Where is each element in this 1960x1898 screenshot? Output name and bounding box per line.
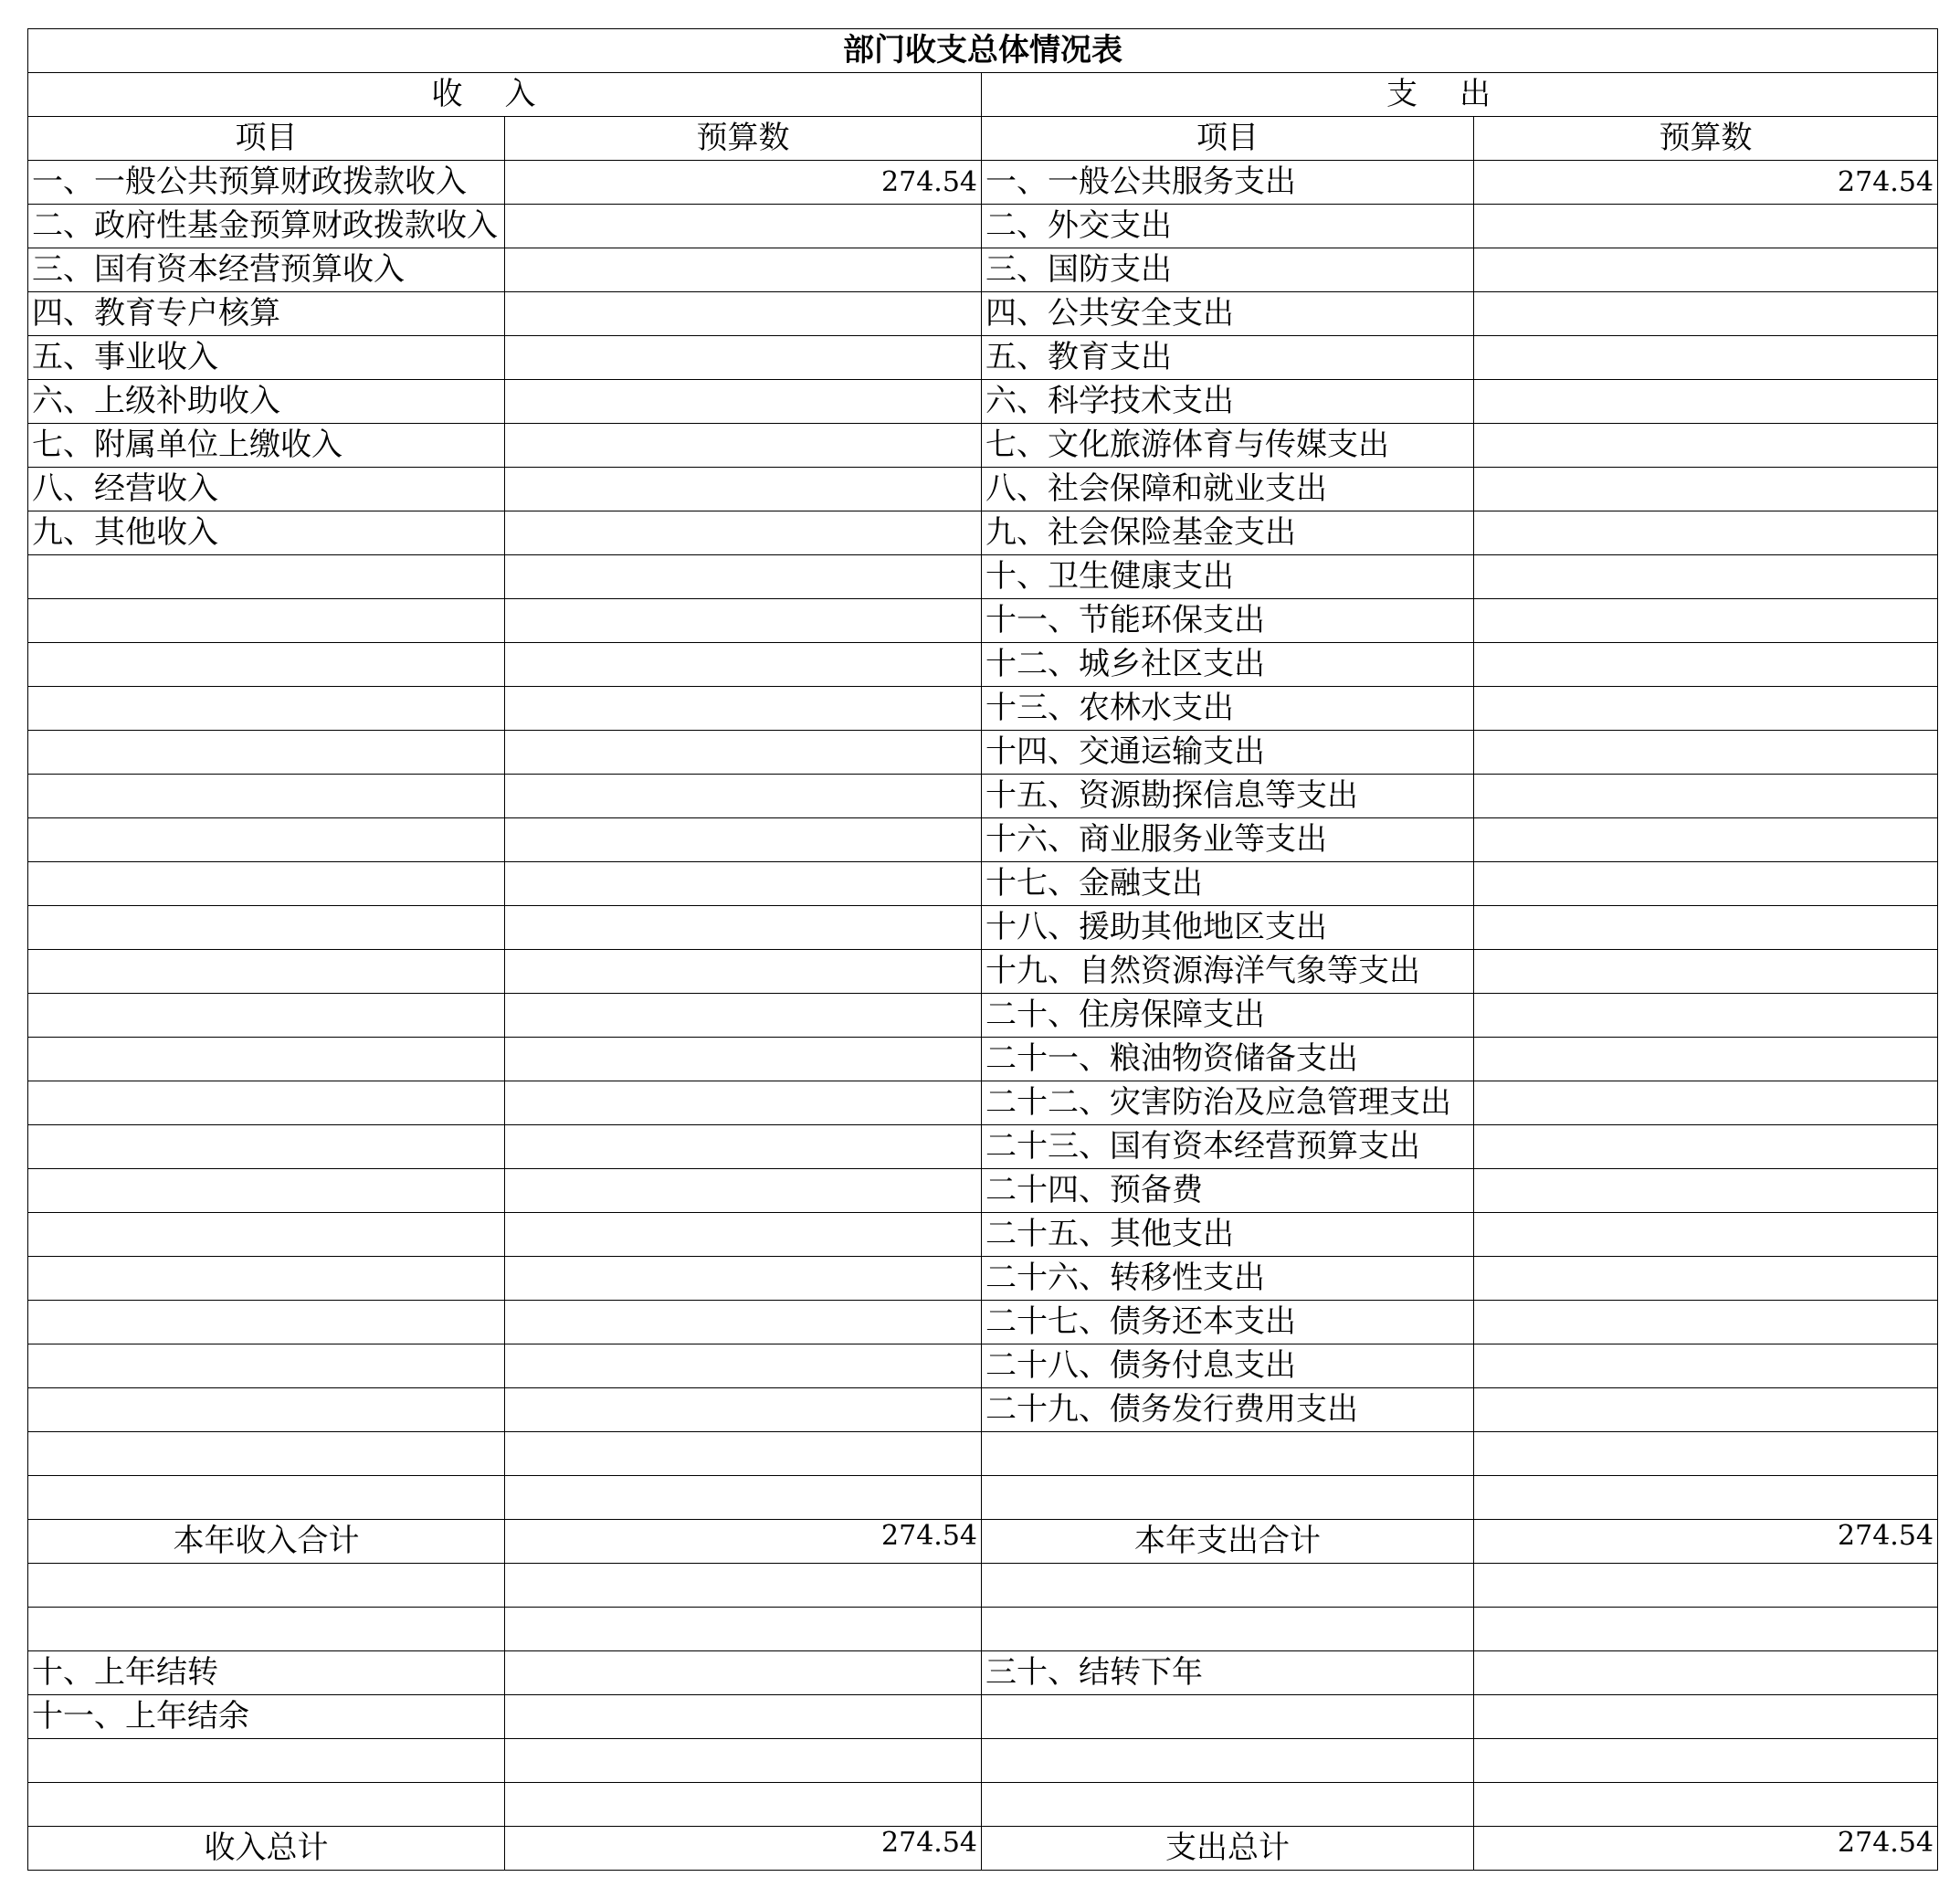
income-item-header: 项目: [28, 117, 505, 161]
income-budget-cell: [505, 1213, 982, 1257]
expense-budget-cell: [1474, 1213, 1938, 1257]
expense-item-cell: [982, 1564, 1474, 1608]
expense-item-cell: 二十九、债务发行费用支出: [982, 1388, 1474, 1432]
table-row: [28, 1651, 1938, 1695]
expense-item-cell: 二十、住房保障支出: [982, 994, 1474, 1038]
income-budget-cell: [505, 1608, 982, 1651]
income-item-cell: [28, 862, 505, 906]
income-budget-cell: [505, 1301, 982, 1344]
income-budget-cell: 274.54: [505, 1827, 982, 1871]
column-header-row: [28, 117, 1938, 161]
income-item-cell: 六、上级补助收入: [28, 380, 505, 424]
table-row: [28, 1301, 1938, 1344]
expense-item-cell: 十一、节能环保支出: [982, 599, 1474, 643]
table-row: [28, 1169, 1938, 1213]
income-budget-cell: [505, 687, 982, 731]
expense-budget-cell: [1474, 950, 1938, 994]
expense-item-cell: [982, 1739, 1474, 1783]
table-row: [28, 1432, 1938, 1476]
expense-budget-cell: [1474, 1301, 1938, 1344]
table-row: [28, 1564, 1938, 1608]
expense-budget-cell: [1474, 994, 1938, 1038]
expense-item-cell: 六、科学技术支出: [982, 380, 1474, 424]
expense-budget-cell: [1474, 1564, 1938, 1608]
expense-item-cell: 九、社会保险基金支出: [982, 511, 1474, 555]
income-budget-cell: [505, 1388, 982, 1432]
income-budget-cell: [505, 380, 982, 424]
table-row: [28, 599, 1938, 643]
income-budget-cell: [505, 1739, 982, 1783]
expense-section-header: 支出: [982, 73, 1938, 117]
income-budget-cell: [505, 1432, 982, 1476]
income-budget-cell: [505, 643, 982, 687]
table-row: [28, 205, 1938, 248]
total-row: [28, 1520, 1938, 1564]
expense-budget-cell: [1474, 1038, 1938, 1081]
expense-item-cell: 十六、商业服务业等支出: [982, 818, 1474, 862]
expense-budget-cell: [1474, 643, 1938, 687]
income-item-cell: [28, 818, 505, 862]
expense-budget-cell: [1474, 1695, 1938, 1739]
expense-budget-cell: [1474, 1257, 1938, 1301]
expense-budget-cell: [1474, 1432, 1938, 1476]
expense-budget-cell: [1474, 1739, 1938, 1783]
income-item-cell: [28, 1476, 505, 1520]
table-title: 部门收支总体情况表: [28, 29, 1938, 73]
income-item-cell: [28, 950, 505, 994]
income-item-cell: [28, 1344, 505, 1388]
income-item-cell: [28, 1564, 505, 1608]
section-row: [28, 73, 1938, 117]
expense-budget-cell: [1474, 511, 1938, 555]
income-item-cell: [28, 1432, 505, 1476]
table-row: [28, 1081, 1938, 1125]
income-item-cell: [28, 599, 505, 643]
expense-item-cell: 五、教育支出: [982, 336, 1474, 380]
income-item-cell: [28, 1169, 505, 1213]
table-row: [28, 1388, 1938, 1432]
expense-budget-cell: [1474, 1608, 1938, 1651]
income-item-cell: [28, 687, 505, 731]
expense-budget-cell: [1474, 1344, 1938, 1388]
expense-budget-cell: [1474, 292, 1938, 336]
table-row: [28, 1344, 1938, 1388]
table-row: [28, 248, 1938, 292]
expense-budget-cell: [1474, 862, 1938, 906]
expense-item-cell: 十五、资源勘探信息等支出: [982, 775, 1474, 818]
income-budget-cell: [505, 1651, 982, 1695]
table-row: [28, 950, 1938, 994]
table-row: [28, 1783, 1938, 1827]
table-row: [28, 818, 1938, 862]
income-budget-cell: [505, 555, 982, 599]
income-item-cell: 八、经营收入: [28, 468, 505, 511]
income-budget-cell: [505, 1476, 982, 1520]
expense-item-cell: 三、国防支出: [982, 248, 1474, 292]
expense-budget-cell: [1474, 775, 1938, 818]
table-row: [28, 1476, 1938, 1520]
income-item-cell: 本年收入合计: [28, 1520, 505, 1564]
expense-budget-cell: [1474, 1388, 1938, 1432]
expense-item-cell: 八、社会保障和就业支出: [982, 468, 1474, 511]
expense-item-cell: 二十五、其他支出: [982, 1213, 1474, 1257]
table-row: [28, 775, 1938, 818]
expense-budget-cell: 274.54: [1474, 161, 1938, 205]
expense-item-cell: 二十三、国有资本经营预算支出: [982, 1125, 1474, 1169]
income-item-cell: [28, 1388, 505, 1432]
income-budget-cell: [505, 468, 982, 511]
expense-budget-cell: [1474, 468, 1938, 511]
income-item-cell: [28, 775, 505, 818]
table-row: [28, 1125, 1938, 1169]
income-budget-cell: [505, 1695, 982, 1739]
income-budget-cell: [505, 731, 982, 775]
income-budget-header: 预算数: [505, 117, 982, 161]
income-budget-cell: 274.54: [505, 161, 982, 205]
expense-item-cell: 二十八、债务付息支出: [982, 1344, 1474, 1388]
expense-budget-cell: [1474, 687, 1938, 731]
expense-item-cell: 十、卫生健康支出: [982, 555, 1474, 599]
total-row: [28, 1827, 1938, 1871]
income-item-cell: [28, 1081, 505, 1125]
income-item-cell: [28, 1783, 505, 1827]
table-row: [28, 1695, 1938, 1739]
income-budget-cell: [505, 292, 982, 336]
income-budget-cell: [505, 248, 982, 292]
income-item-cell: 十、上年结转: [28, 1651, 505, 1695]
income-budget-cell: [505, 511, 982, 555]
table-row: [28, 687, 1938, 731]
expense-budget-cell: [1474, 599, 1938, 643]
table-row: [28, 468, 1938, 511]
table-row: [28, 511, 1938, 555]
expense-item-cell: 十三、农林水支出: [982, 687, 1474, 731]
expense-item-cell: [982, 1476, 1474, 1520]
expense-item-cell: 一、一般公共服务支出: [982, 161, 1474, 205]
expense-budget-cell: [1474, 906, 1938, 950]
expense-item-cell: [982, 1695, 1474, 1739]
budget-summary-table: [27, 28, 1938, 1871]
income-budget-cell: [505, 1783, 982, 1827]
table-row: [28, 862, 1938, 906]
table-row: [28, 1038, 1938, 1081]
table-row: [28, 731, 1938, 775]
income-budget-cell: [505, 1038, 982, 1081]
expense-item-cell: 二十四、预备费: [982, 1169, 1474, 1213]
expense-item-cell: [982, 1432, 1474, 1476]
expense-budget-cell: [1474, 1476, 1938, 1520]
income-budget-cell: [505, 862, 982, 906]
income-budget-cell: [505, 336, 982, 380]
income-item-cell: 二、政府性基金预算财政拨款收入: [28, 205, 505, 248]
income-budget-cell: [505, 1125, 982, 1169]
income-item-cell: 一、一般公共预算财政拨款收入: [28, 161, 505, 205]
income-item-cell: [28, 1739, 505, 1783]
expense-item-cell: 三十、结转下年: [982, 1651, 1474, 1695]
income-budget-cell: [505, 1081, 982, 1125]
title-row: [28, 29, 1938, 73]
expense-budget-cell: [1474, 424, 1938, 468]
income-budget-cell: [505, 906, 982, 950]
expense-budget-cell: [1474, 818, 1938, 862]
income-item-cell: [28, 1608, 505, 1651]
income-item-cell: [28, 1125, 505, 1169]
expense-budget-cell: [1474, 380, 1938, 424]
income-item-cell: [28, 1301, 505, 1344]
income-item-cell: [28, 1038, 505, 1081]
expense-budget-cell: 274.54: [1474, 1827, 1938, 1871]
expense-budget-cell: [1474, 248, 1938, 292]
expense-budget-cell: [1474, 1169, 1938, 1213]
table-row: [28, 380, 1938, 424]
income-item-cell: 七、附属单位上缴收入: [28, 424, 505, 468]
income-budget-cell: 274.54: [505, 1520, 982, 1564]
income-item-cell: 十一、上年结余: [28, 1695, 505, 1739]
income-item-cell: 五、事业收入: [28, 336, 505, 380]
income-section-header: 收入: [28, 73, 982, 117]
income-budget-cell: [505, 1564, 982, 1608]
expense-budget-cell: [1474, 555, 1938, 599]
income-item-cell: [28, 994, 505, 1038]
expense-item-cell: 十四、交通运输支出: [982, 731, 1474, 775]
table-row: [28, 424, 1938, 468]
expense-item-cell: 十九、自然资源海洋气象等支出: [982, 950, 1474, 994]
table-row: [28, 1257, 1938, 1301]
table-row: [28, 1608, 1938, 1651]
income-budget-cell: [505, 1257, 982, 1301]
income-item-cell: 九、其他收入: [28, 511, 505, 555]
expense-budget-cell: [1474, 336, 1938, 380]
expense-item-cell: 十七、金融支出: [982, 862, 1474, 906]
income-budget-cell: [505, 424, 982, 468]
expense-item-cell: 二十二、灾害防治及应急管理支出: [982, 1081, 1474, 1125]
income-item-cell: [28, 643, 505, 687]
income-item-cell: 收入总计: [28, 1827, 505, 1871]
income-budget-cell: [505, 599, 982, 643]
table-row: [28, 292, 1938, 336]
expense-budget-cell: [1474, 1081, 1938, 1125]
income-budget-cell: [505, 950, 982, 994]
table-row: [28, 555, 1938, 599]
expense-item-cell: 二、外交支出: [982, 205, 1474, 248]
income-item-cell: 三、国有资本经营预算收入: [28, 248, 505, 292]
expense-budget-cell: 274.54: [1474, 1520, 1938, 1564]
expense-budget-cell: [1474, 1783, 1938, 1827]
expense-budget-cell: [1474, 205, 1938, 248]
expense-item-cell: [982, 1783, 1474, 1827]
income-item-cell: [28, 1213, 505, 1257]
income-item-cell: [28, 731, 505, 775]
expense-item-cell: 七、文化旅游体育与传媒支出: [982, 424, 1474, 468]
expense-budget-header: 预算数: [1474, 117, 1938, 161]
income-budget-cell: [505, 994, 982, 1038]
income-budget-cell: [505, 775, 982, 818]
income-budget-cell: [505, 818, 982, 862]
table-row: [28, 161, 1938, 205]
income-item-cell: 四、教育专户核算: [28, 292, 505, 336]
income-item-cell: [28, 906, 505, 950]
expense-item-cell: 十二、城乡社区支出: [982, 643, 1474, 687]
expense-item-cell: 二十七、债务还本支出: [982, 1301, 1474, 1344]
expense-item-header: 项目: [982, 117, 1474, 161]
table-row: [28, 643, 1938, 687]
expense-budget-cell: [1474, 731, 1938, 775]
income-item-cell: [28, 1257, 505, 1301]
expense-item-cell: 十八、援助其他地区支出: [982, 906, 1474, 950]
table-row: [28, 906, 1938, 950]
expense-item-cell: 支出总计: [982, 1827, 1474, 1871]
table-row: [28, 994, 1938, 1038]
table-row: [28, 336, 1938, 380]
income-item-cell: [28, 555, 505, 599]
table-row: [28, 1213, 1938, 1257]
expense-item-cell: 二十六、转移性支出: [982, 1257, 1474, 1301]
expense-item-cell: 本年支出合计: [982, 1520, 1474, 1564]
income-budget-cell: [505, 1169, 982, 1213]
expense-item-cell: 二十一、粮油物资储备支出: [982, 1038, 1474, 1081]
expense-budget-cell: [1474, 1651, 1938, 1695]
expense-item-cell: 四、公共安全支出: [982, 292, 1474, 336]
table-row: [28, 1739, 1938, 1783]
income-budget-cell: [505, 205, 982, 248]
income-budget-cell: [505, 1344, 982, 1388]
expense-item-cell: [982, 1608, 1474, 1651]
expense-budget-cell: [1474, 1125, 1938, 1169]
